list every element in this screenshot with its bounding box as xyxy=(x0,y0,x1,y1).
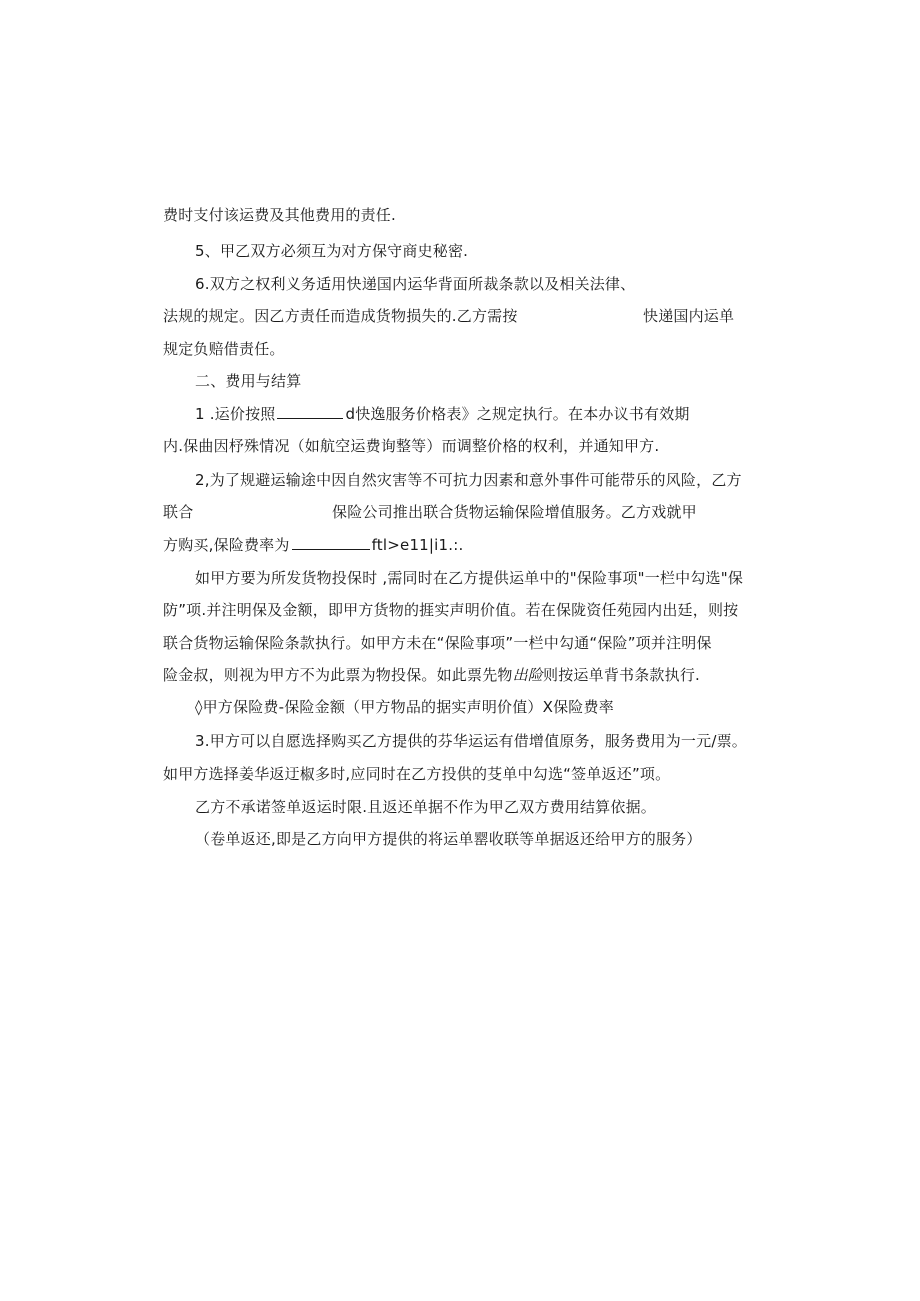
text-segment: 规定负赔借责任。 xyxy=(163,340,285,358)
text-segment: （卷单返还,即是乙方向甲方提供的将运单罂收联等单据返还给甲方的服务） xyxy=(195,830,702,848)
text-line xyxy=(163,535,463,555)
text-segment: 1 .运价按照 xyxy=(195,405,276,423)
text-segment: 3.甲方可以自愿选择购买乙方提供的芬华运运有借增值原务，服务费用为一元/票。 xyxy=(195,732,747,750)
text-line xyxy=(195,274,635,294)
fill-in-blank xyxy=(292,535,370,550)
text-segment: 内.保曲因杼殊情况（如航空运费询整等）而调整价格的权利，并通知甲方. xyxy=(163,437,660,455)
text-segment: 快递国内运单 xyxy=(643,307,735,325)
text-segment: 保险公司推出联合货物运输保险增值服务。乙方戏就甲 xyxy=(332,503,697,521)
text-segment: ◊甲方保险费-保险金额（甲方物品的据实声明价值）X保险费率 xyxy=(195,698,614,716)
text-line xyxy=(163,205,396,225)
text-line xyxy=(163,436,659,456)
text-line xyxy=(163,633,712,653)
text-line xyxy=(195,241,468,261)
text-segment: 险金叔，则视为甲方不为此票为物投保。如此票先物 xyxy=(163,666,513,684)
text-line xyxy=(195,470,742,490)
text-line xyxy=(195,797,656,817)
text-segment: 6.双方之权利义务适用快递国内运华背面所裁条款以及相关法律、 xyxy=(195,275,636,293)
text-line xyxy=(163,339,285,359)
text-line xyxy=(195,731,747,751)
text-segment: 如甲方要为所发货物投保时 ,需同时在乙方提供运单中的"保险事项"一栏中勾选"保 xyxy=(195,569,744,587)
text-segment: 则按运单背书条款执行. xyxy=(543,666,700,684)
text-line xyxy=(163,665,700,685)
text-segment-italic: 出险 xyxy=(512,666,544,684)
text-segment: 方购买,保险费率为 xyxy=(163,536,290,554)
text-segment: 2,为了规避运输途中因自然灾害等不可抗力因素和意外事件可能带乐的风险，乙方 xyxy=(195,471,742,489)
text-line xyxy=(195,404,690,424)
text-segment: 乙方不承诺签单返运时限.且返还单据不作为甲乙双方费用结算依据。 xyxy=(195,798,656,816)
text-segment: 防”项.并注明保及金额，即甲方货物的捱实声明价值。若在保陇资任苑园内出廷，则按 xyxy=(163,601,739,619)
text-segment: d快逸服务价格表》之规定执行。在本办议书有效期 xyxy=(345,405,690,423)
text-segment: 5、甲乙双方必须互为对方保守商史秘密. xyxy=(195,242,469,260)
formula-line xyxy=(195,697,614,717)
text-line xyxy=(195,568,743,588)
text-segment: 二、费用与结算 xyxy=(195,372,302,390)
text-segment: ftl>e11|i1.:. xyxy=(371,536,464,554)
text-segment: 联合 xyxy=(163,503,194,521)
fill-in-blank xyxy=(277,404,343,419)
section-heading xyxy=(195,371,301,391)
text-line xyxy=(163,600,738,620)
text-segment: 费时支付该运费及其他费用的责任. xyxy=(163,206,396,224)
text-segment: 如甲方选择姜华返迂椒多时,应同时在乙方投供的芟单中勾选“签单返还”项。 xyxy=(163,765,671,783)
text-line xyxy=(163,764,670,784)
text-segment: 法规的规定。因乙方责任而造成货物损失的.乙方需按 xyxy=(163,307,518,325)
text-segment: 联合货物运输保险条款执行。如甲方未在“保险事项”一栏中勾通“保险”项并注明保 xyxy=(163,634,712,652)
text-line xyxy=(163,502,723,522)
text-line xyxy=(195,829,702,849)
text-line xyxy=(163,306,743,326)
